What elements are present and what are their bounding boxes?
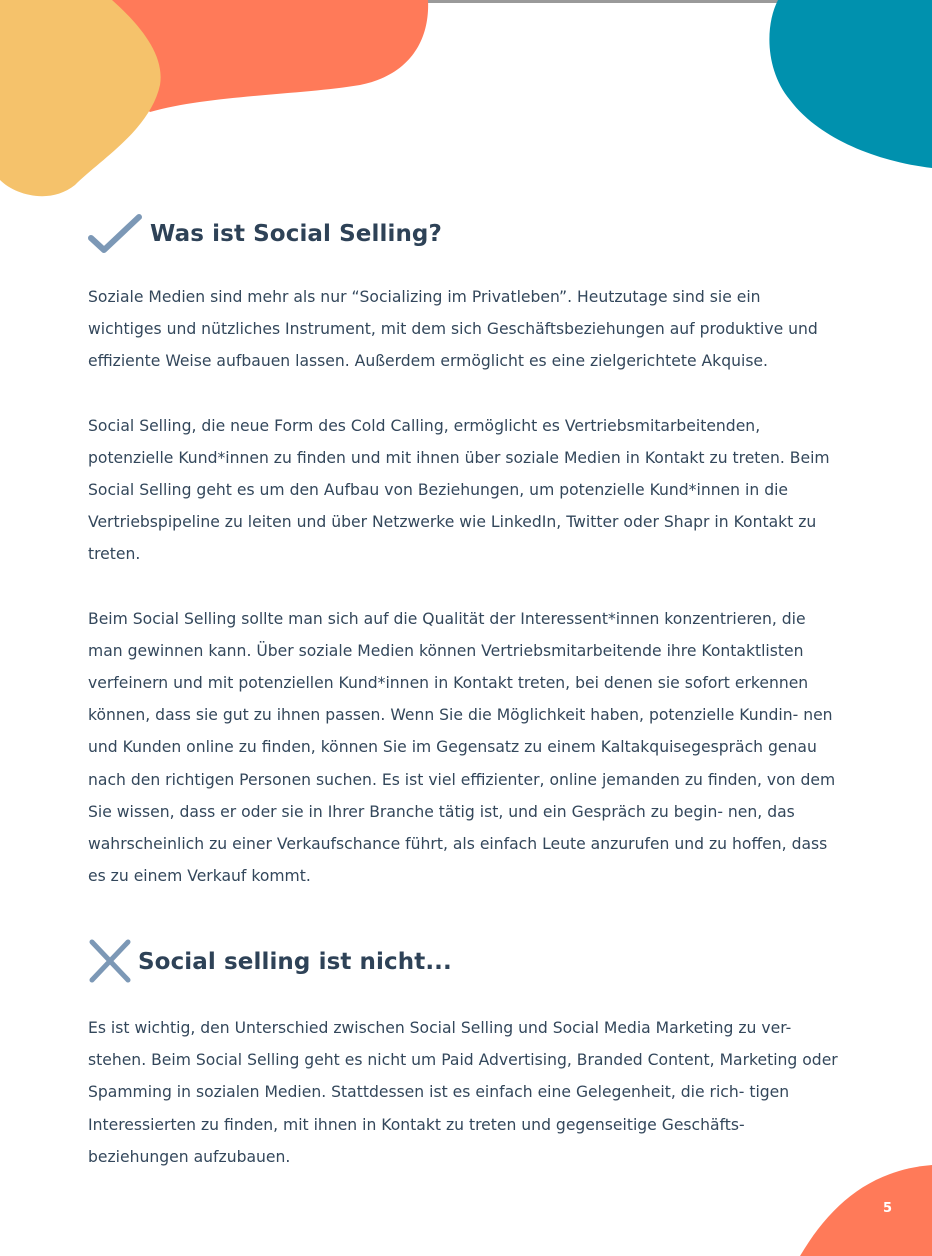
teal-blob-top <box>769 0 932 168</box>
page-number: 5 <box>882 1201 892 1216</box>
paragraph: Soziale Medien sind mehr als nur “Socializing im Privatleben”. Heutzutage sind sie ein wichtiges und nützliches Instrument, mit dem sich Geschäftsbeziehungen auf produktive und effiziente Weise aufbauen lassen. Außerdem ermöglicht es eine zielgerichtete Akquise. <box>88 288 818 371</box>
section-title: Social selling ist nicht... <box>138 949 452 975</box>
x-mark-icon <box>88 938 134 986</box>
section-heading <box>88 212 838 256</box>
paragraph: Beim Social Selling sollte man sich auf die Qualität der Interessent*innen konzentrieren, die man gewinnen kann. Über soziale Medien können Vertriebsmitarbeitende ihre Kontaktlisten verfeinern und mit potenziellen Kund*innen in Kontakt treten, bei denen sie sofort erkennen können, dass sie gut zu ihnen passen. Wenn Sie die Möglichkeit haben, potenzielle Kundin- nen und Kunden online zu finden, können Sie im Gegensatz zu einem Kaltakquisegespräch genau nach den richtigen Personen suchen. Es ist viel effizienter, online jemanden zu finden, von dem Sie wissen, dass er oder sie in Ihrer Branche tätig ist, und ein Gespräch zu begin- nen, das wahrscheinlich zu einer Verkaufschance führt, als einfach Leute anzurufen und zu hoffen, dass es zu einem Verkauf kommt. <box>88 609 836 886</box>
section-heading <box>88 938 838 986</box>
coral-blob-bottom <box>800 1165 932 1256</box>
section-social-selling-is-not <box>88 938 838 1173</box>
section-title: Was ist Social Selling? <box>150 221 442 247</box>
section-what-is-social-selling <box>88 212 838 892</box>
paragraph: Social Selling, die neue Form des Cold Calling, ermöglicht es Vertriebsmitarbeitenden, potenzielle Kund*innen zu finden und mit ihnen über soziale Medien in Kontakt zu treten. Beim Social Selling geht es um den Aufbau von Beziehungen, um potenzielle Kund*innen in die Vertriebspipeline zu leiten und über Netzwerke wie LinkedIn, Twitter oder Shapr in Kontakt zu treten. <box>88 416 830 564</box>
checkmark-icon <box>88 212 144 256</box>
coral-blob-top <box>110 0 428 112</box>
yellow-blob-top <box>0 0 161 196</box>
paragraph: Es ist wichtig, den Unterschied zwischen Social Selling und Social Media Marketing zu ver- stehen. Beim Social Selling geht es nicht um Paid Advertising, Branded Content, Marketing oder Spamming in sozialen Medien. Stattdessen ist es einfach eine Gelegenheit, die rich- tigen Interessierten zu finden, mit ihnen in Kontakt zu treten und gegenseitige Geschäfts- beziehungen aufzubauen. <box>88 1019 838 1166</box>
